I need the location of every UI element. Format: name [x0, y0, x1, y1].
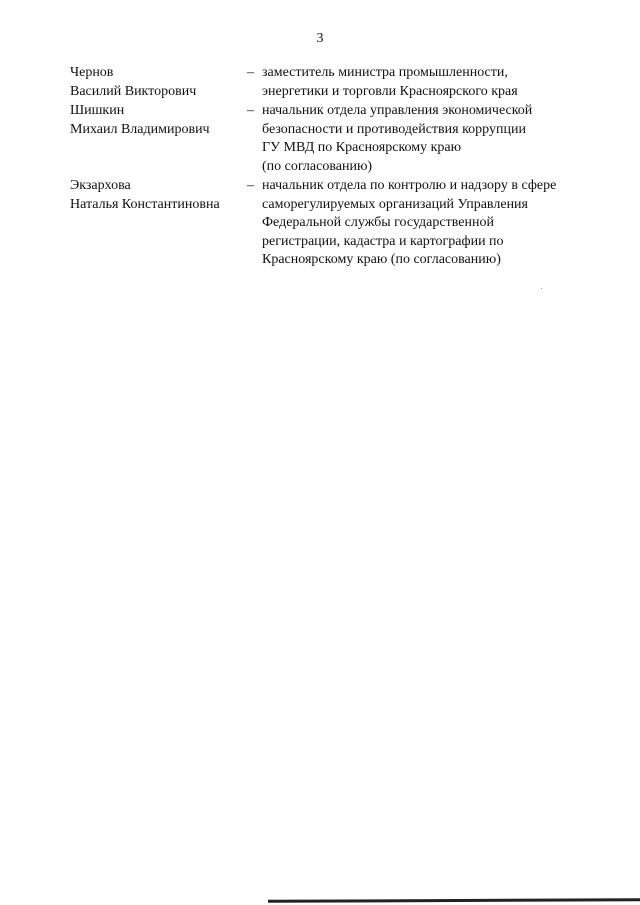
member-surname: Чернов — [70, 65, 114, 80]
member-surname: Шишкин — [70, 103, 125, 118]
position-line: Красноярскому краю (по согласованию) — [262, 252, 501, 267]
member-name — [70, 102, 240, 139]
position-line: саморегулируемых организаций Управления — [262, 196, 528, 212]
position-line: (по согласованию) — [262, 158, 373, 174]
member-given-names: Наталья Константиновна — [70, 196, 220, 212]
member-name — [70, 64, 240, 101]
member-given-names: Василий Викторович — [70, 83, 197, 99]
member-position — [262, 177, 582, 270]
dash-separator: – — [247, 103, 254, 118]
dash-separator: – — [247, 65, 254, 80]
position-line: заместитель министра промышленности, — [262, 65, 508, 80]
position-line: Федеральной службы государственной — [262, 215, 494, 230]
member-position — [262, 64, 582, 101]
member-given-names: Михаил Владимирович — [70, 121, 210, 137]
position-line: энергетики и торговли Красноярского края — [262, 83, 518, 99]
member-position — [262, 102, 582, 176]
position-line: безопасности и противодействия коррупции — [262, 121, 526, 137]
scan-edge-line — [268, 898, 640, 903]
position-line: начальник отдела управления экономической — [262, 103, 533, 118]
dash-separator: – — [247, 178, 254, 193]
member-surname: Экзархова — [70, 178, 131, 193]
position-line: начальник отдела по контролю и надзору в сфере — [262, 178, 557, 193]
member-name — [70, 177, 240, 214]
position-line: ГУ МВД по Красноярскому краю — [262, 140, 462, 155]
scan-speck — [541, 288, 542, 289]
page-number: 3 — [316, 31, 324, 46]
position-line: регистрации, кадастра и картографии по — [262, 233, 504, 249]
